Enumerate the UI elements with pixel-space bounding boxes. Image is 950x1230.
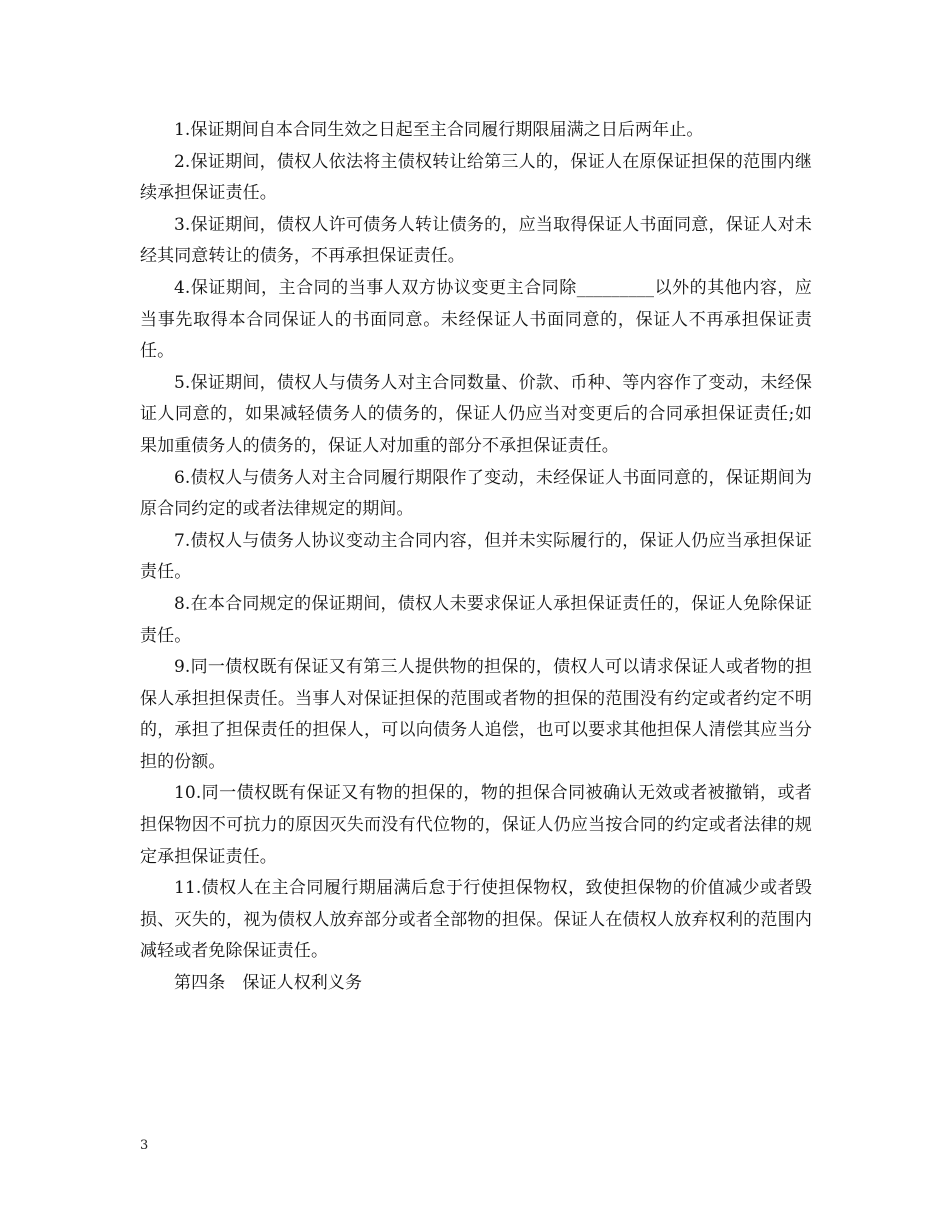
- paragraph-clause-9: 9.同一债权既有保证又有第三人提供物的担保的，债权人可以请求保证人或者物的担保人承担担保责任。当事人对保证担保的范围或者物的担保的范围没有约定或者约定不明的，承担了担保责任的担保人，可以向债务人追偿，也可以要求其他担保人清偿其应当分担的份额。: [140, 657, 812, 772]
- paragraph-clause-7: 7.债权人与债务人协议变动主合同内容，但并未实际履行的，保证人仍应当承担保证责任。: [140, 530, 812, 583]
- paragraph-clause-8: 8.在本合同规定的保证期间，债权人未要求保证人承担保证责任的，保证人免除保证责任。: [140, 593, 812, 646]
- paragraph-clause-5: 5.保证期间，债权人与债务人对主合同数量、价款、币种、等内容作了变动，未经保证人同意的，如果减轻债务人的债务的，保证人仍应当对变更后的合同承担保证责任;如果加重债务人的债务的，保证人对加重的部分不承担保证责任。: [140, 372, 812, 456]
- document-body: [140, 115, 812, 1000]
- page-number: 3: [140, 1138, 149, 1153]
- section-heading-article-4: 第四条 保证人权利义务: [174, 973, 363, 994]
- paragraph-clause-3: 3.保证期间，债权人许可债务人转让债务的，应当取得保证人书面同意，保证人对未经其同意转让的债务，不再承担保证责任。: [140, 214, 812, 267]
- paragraph-clause-10: 10.同一债权既有保证又有物的担保的，物的担保合同被确认无效或者被撤销，或者担保物因不可抗力的原因灭失而没有代位物的，保证人仍应当按合同的约定或者法律的规定承担保证责任。: [140, 783, 812, 867]
- paragraph-clause-2: 2.保证期间，债权人依法将主债权转让给第三人的，保证人在原保证担保的范围内继续承担保证责任。: [140, 151, 812, 204]
- paragraph-clause-6: 6.债权人与债务人对主合同履行期限作了变动，未经保证人书面同意的，保证期间为原合同约定的或者法律规定的期间。: [140, 467, 812, 520]
- paragraph-clause-11: 11.债权人在主合同履行期届满后怠于行使担保物权，致使担保物的价值减少或者毁损、灭失的，视为债权人放弃部分或者全部物的担保。保证人在债权人放弃权利的范围内减轻或者免除保证责任。: [140, 878, 812, 962]
- paragraph-clause-4: 4.保证期间，主合同的当事人双方协议变更主合同除_________以外的其他内容，应当事先取得本合同保证人的书面同意。未经保证人书面同意的，保证人不再承担保证责任。: [140, 277, 812, 362]
- paragraph-clause-1: 1.保证期间自本合同生效之日起至主合同履行期限届满之日后两年止。: [174, 120, 704, 140]
